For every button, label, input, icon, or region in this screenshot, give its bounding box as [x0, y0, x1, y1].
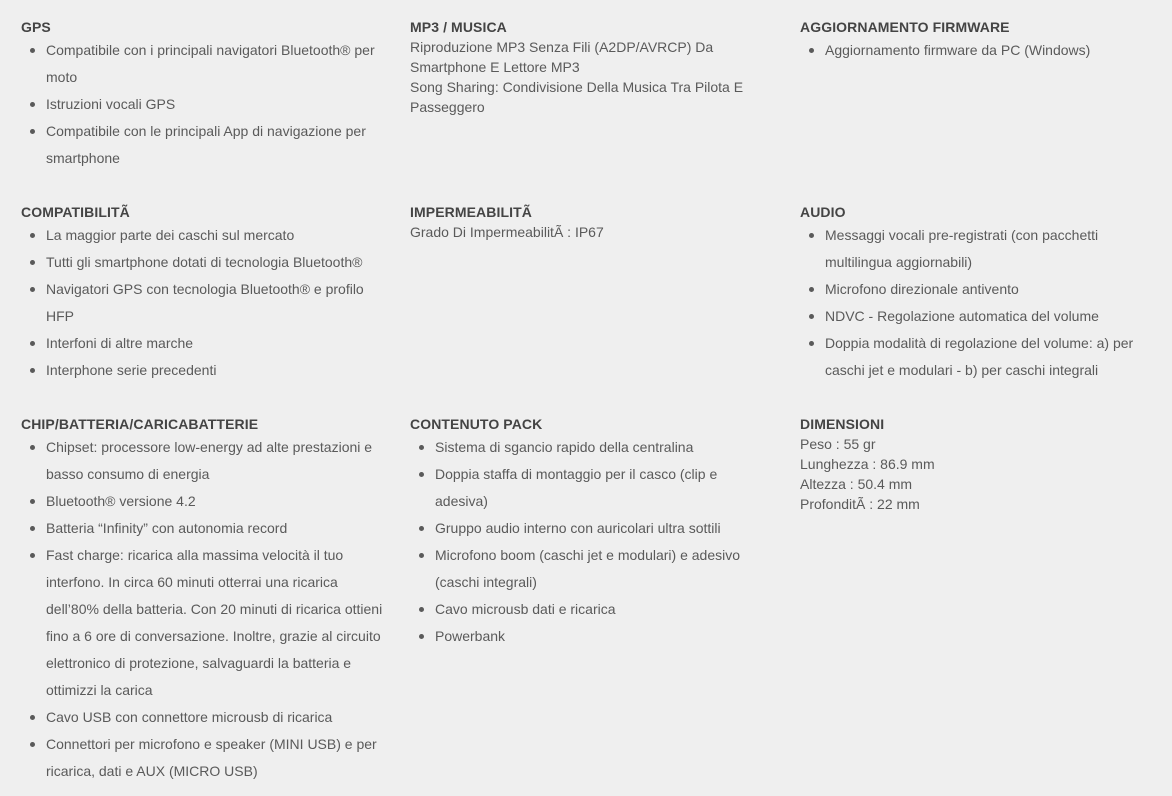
feature-list: [410, 434, 765, 650]
list-item: Compatibile con i principali navigatori Bluetooth® per moto: [21, 37, 386, 91]
feature-list: [21, 222, 386, 384]
list-item: Microfono boom (caschi jet e modulari) e adesivo (caschi integrali): [410, 542, 765, 596]
list-item: Interfoni di altre marche: [21, 330, 386, 357]
section-audio: [800, 202, 1155, 384]
list-item: Doppia staffa di montaggio per il casco (clip e adesiva): [410, 461, 765, 515]
list-item: Tutti gli smartphone dotati di tecnologia Bluetooth®: [21, 249, 386, 276]
list-item: Chipset: processore low-energy ad alte prestazioni e basso consumo di energia: [21, 434, 386, 488]
list-item: Fast charge: ricarica alla massima velocità il tuo interfono. In circa 60 minuti otterrai una ricarica dell’80% della batteria. Con 20 minuti di ricarica ottieni fino a 6 ore di conversazione. Inoltre, grazie al circuito elettronico di protezione, salvaguardi la batteria e ottimizzi la carica: [21, 542, 386, 704]
section-compatibilita: [21, 202, 386, 384]
section-title: IMPERMEABILITÃ: [410, 204, 532, 220]
spec-line: Grado Di ImpermeabilitÃ : IP67: [410, 224, 604, 240]
section-title: MP3 / MUSICA: [410, 19, 507, 35]
section-title: COMPATIBILITÃ: [21, 204, 130, 220]
feature-list: [21, 37, 386, 172]
list-item: Batteria “Infinity” con autonomia record: [21, 515, 386, 542]
spec-line: Altezza : 50.4 mm: [800, 476, 913, 492]
list-item: Powerbank: [410, 623, 765, 650]
list-item: Sistema di sgancio rapido della centralina: [410, 434, 765, 461]
list-item: Aggiornamento firmware da PC (Windows): [800, 37, 1155, 64]
section-title: GPS: [21, 19, 51, 35]
section-mp3-musica: [410, 17, 765, 117]
feature-list: [21, 434, 386, 785]
list-item: Istruzioni vocali GPS: [21, 91, 386, 118]
list-item: Doppia modalità di regolazione del volume: a) per caschi jet e modulari - b) per caschi integrali: [800, 330, 1155, 384]
spec-line: Peso : 55 gr: [800, 436, 876, 452]
list-item: Connettori per microfono e speaker (MINI USB) e per ricarica, dati e AUX (MICRO USB): [21, 731, 386, 785]
list-item: Cavo microusb dati e ricarica: [410, 596, 765, 623]
list-item: Messaggi vocali pre-registrati (con pacchetti multilingua aggiornabili): [800, 222, 1155, 276]
list-item: Gruppo audio interno con auricolari ultra sottili: [410, 515, 765, 542]
list-item: Microfono direzionale antivento: [800, 276, 1155, 303]
list-item: Cavo USB con connettore microusb di ricarica: [21, 704, 386, 731]
section-impermeabilita: [410, 202, 765, 242]
section-chip-batteria: [21, 414, 386, 785]
list-item: Compatibile con le principali App di navigazione per smartphone: [21, 118, 386, 172]
list-item: Bluetooth® versione 4.2: [21, 488, 386, 515]
list-item: Navigatori GPS con tecnologia Bluetooth® e profilo HFP: [21, 276, 386, 330]
list-item: La maggior parte dei caschi sul mercato: [21, 222, 386, 249]
section-title: DIMENSIONI: [800, 416, 885, 432]
spec-line: Riproduzione MP3 Senza Fili (A2DP/AVRCP) Da Smartphone E Lettore MP3: [410, 39, 714, 75]
list-item: NDVC - Regolazione automatica del volume: [800, 303, 1155, 330]
spec-line: ProfonditÃ : 22 mm: [800, 496, 920, 512]
section-title: AGGIORNAMENTO FIRMWARE: [800, 19, 1010, 35]
spec-line: Lunghezza : 86.9 mm: [800, 456, 935, 472]
list-item: Interphone serie precedenti: [21, 357, 386, 384]
spec-line: Song Sharing: Condivisione Della Musica Tra Pilota E Passeggero: [410, 79, 744, 115]
section-dimensioni: [800, 414, 1155, 514]
section-gps: [21, 17, 386, 172]
feature-list: [800, 37, 1155, 64]
section-title: AUDIO: [800, 204, 846, 220]
section-title: CONTENUTO PACK: [410, 416, 543, 432]
section-title: CHIP/BATTERIA/CARICABATTERIE: [21, 416, 259, 432]
feature-list: [800, 222, 1155, 384]
section-firmware: [800, 17, 1155, 64]
section-contenuto-pack: [410, 414, 765, 650]
